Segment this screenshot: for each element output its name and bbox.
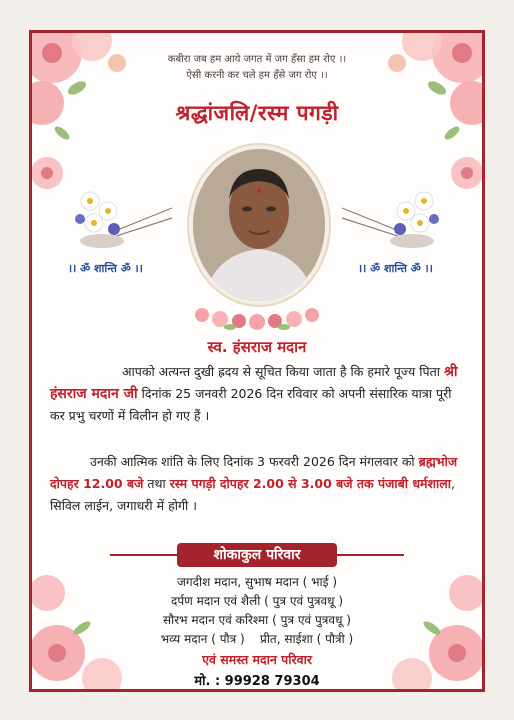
rasm-pagdi-time-venue: रस्म पगड़ी दोपहर 2.00 से 3.00 बजे तक पंजाबी धर्मशाला bbox=[169, 476, 451, 491]
right-daisy-bouquet-icon bbox=[342, 192, 439, 248]
contact-phone: मो. : 99928 79304 bbox=[194, 674, 320, 689]
family-banner-label: शोकाकुल परिवार bbox=[177, 543, 337, 567]
condolence-card bbox=[29, 30, 485, 692]
paragraph1-highlight: श्री हंसराज मदान जी bbox=[50, 364, 458, 402]
family-banner bbox=[32, 543, 482, 567]
family-member-line-2: दर्पण मदान एवं शैली ( पुत्र एवं पुत्रवधू ) bbox=[170, 594, 343, 608]
family-member-line-1: जगदीश मदान, सुभाष मदान ( भाई ) bbox=[176, 575, 338, 589]
paragraph2-text-b: तथा bbox=[143, 476, 170, 491]
paragraph2-text-a: उनकी आत्मिक शांति के लिए दिनांक 3 फरवरी 2026 दिन मंगलवार को bbox=[90, 454, 419, 469]
photo-garland bbox=[195, 308, 319, 330]
om-shanti-left: ।। ॐ शान्ति ॐ ।। bbox=[68, 262, 143, 275]
paragraph1-text-b: दिनांक 25 जनवरी 2026 दिन रविवार को अपनी संसारिक यात्रा पूरी कर प्रभु चरणों में विलीन हो गए हैं । bbox=[50, 386, 452, 423]
couplet-line-2: ऐसी करनी कर चले हम हँसे जग रोए ।। bbox=[186, 70, 328, 81]
om-shanti-right: ।। ॐ शान्ति ॐ ।। bbox=[358, 262, 433, 275]
family-closing: एवं समस्त मदान परिवार bbox=[202, 652, 312, 667]
paragraph2-text-c: , सिविल लाईन, जगाधरी में होगी । bbox=[50, 476, 455, 513]
deceased-name: स्व. हंसराज मदान bbox=[207, 338, 307, 356]
left-daisy-bouquet-icon bbox=[75, 192, 172, 248]
portrait-image bbox=[193, 149, 325, 301]
page-title: श्रद्धांजलि/रस्म पगड़ी bbox=[175, 101, 339, 125]
ceremony-paragraph bbox=[50, 451, 464, 517]
couplet-line-1: कबीरा जब हम आये जगत में जग हँसा हम रोए ।। bbox=[167, 54, 347, 65]
paragraph1-text-a: आपको अत्यन्त दुखी ह्रदय से सूचित किया जाता है कि हमारे पूज्य पिता bbox=[122, 364, 444, 379]
brahmbhoj-time: ब्रह्मभोज दोपहर 12.00 बजे bbox=[50, 454, 458, 491]
portrait-photo bbox=[189, 145, 329, 305]
family-member-line-4: भव्य मदान ( पौत्र ) प्रीत, साईशा ( पौत्री ) bbox=[160, 632, 354, 646]
announcement-paragraph bbox=[50, 361, 464, 427]
banner-line-right bbox=[337, 554, 404, 556]
family-member-line-3: सौरभ मदान एवं करिश्मा ( पुत्र एवं पुत्रवधू ) bbox=[163, 613, 351, 627]
banner-line-left bbox=[110, 554, 177, 556]
